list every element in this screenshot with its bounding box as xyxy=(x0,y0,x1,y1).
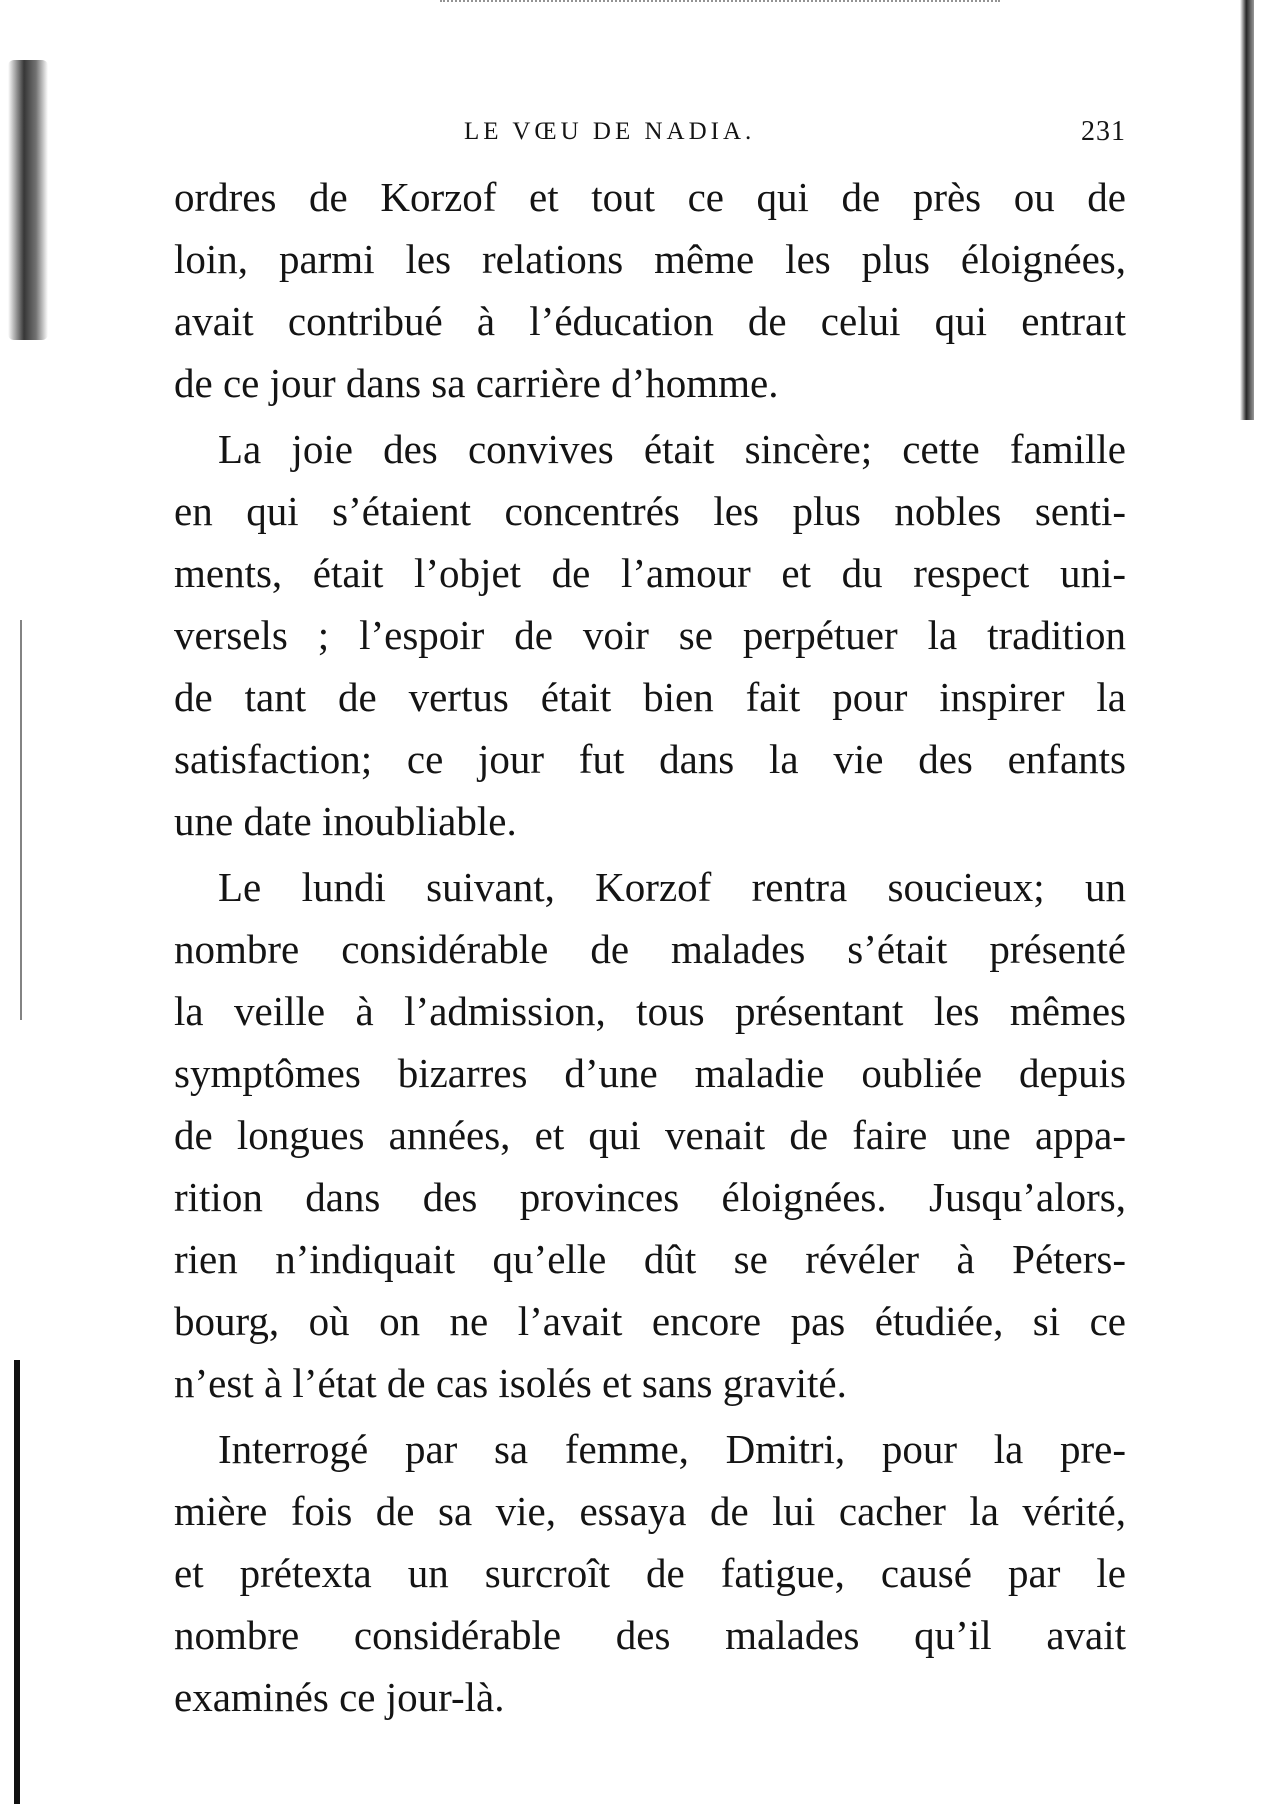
text-line: loin, parmi les relations même les plus éloignées, xyxy=(174,236,1126,282)
binding-shadow xyxy=(8,60,48,340)
text-line: une date inoubliable. xyxy=(174,798,517,844)
text-line: de tant de vertus était bien fait pour inspirer la xyxy=(174,674,1126,720)
text-line: La joie des convives était sincère; cette famille xyxy=(218,426,1126,472)
text-line: de ce jour dans sa carrière d’homme. xyxy=(174,360,779,406)
text-line: et prétexta un surcroît de fatigue, causé par le xyxy=(174,1550,1126,1596)
text-line: de longues années, et qui venait de faire une appa- xyxy=(174,1112,1126,1158)
body-text xyxy=(174,166,1126,1728)
paragraph-1 xyxy=(174,166,1126,414)
text-line: Interrogé par sa femme, Dmitri, pour la pre- xyxy=(218,1426,1126,1472)
text-line: examinés ce jour-là. xyxy=(174,1674,505,1720)
top-edge-marks xyxy=(440,0,1000,6)
text-line: ments, était l’objet de l’amour et du respect uni- xyxy=(174,550,1126,596)
page-edge-shadow xyxy=(1240,0,1254,420)
running-head xyxy=(174,112,1126,152)
paragraph-2 xyxy=(174,418,1126,852)
paragraph-3 xyxy=(174,856,1126,1414)
text-line: versels ; l’espoir de voir se perpétuer la tradition xyxy=(174,612,1126,658)
text-line: ordres de Korzof et tout ce qui de près ou de xyxy=(174,174,1126,220)
text-line: symptômes bizarres d’une maladie oubliée depuis xyxy=(174,1050,1126,1096)
text-line: rien n’indiquait qu’elle dût se révéler à Péters- xyxy=(174,1236,1126,1282)
text-line: en qui s’étaient concentrés les plus nobles senti- xyxy=(174,488,1126,534)
running-title: LE VŒU DE NADIA. xyxy=(464,118,756,145)
text-line: bourg, où on ne l’avait encore pas étudiée, si ce xyxy=(174,1298,1126,1344)
binding-edge xyxy=(14,1360,20,1804)
paragraph-4 xyxy=(174,1418,1126,1728)
binding-line xyxy=(20,620,22,1020)
text-line: n’est à l’état de cas isolés et sans gravité. xyxy=(174,1360,847,1406)
text-line: la veille à l’admission, tous présentant les mêmes xyxy=(174,988,1126,1034)
text-line: satisfaction; ce jour fut dans la vie des enfants xyxy=(174,736,1126,782)
text-line: mière fois de sa vie, essaya de lui cacher la vérité, xyxy=(174,1488,1126,1534)
text-line: nombre considérable des malades qu’il avait xyxy=(174,1612,1126,1658)
text-line: Le lundi suivant, Korzof rentra soucieux; un xyxy=(218,864,1126,910)
text-line: avait contribué à l’éducation de celui qui entraıt xyxy=(174,298,1126,344)
page-number: 231 xyxy=(1081,116,1126,147)
text-line: rition dans des provinces éloignées. Jusqu’alors, xyxy=(174,1174,1126,1220)
text-line: nombre considérable de malades s’était présenté xyxy=(174,926,1126,972)
